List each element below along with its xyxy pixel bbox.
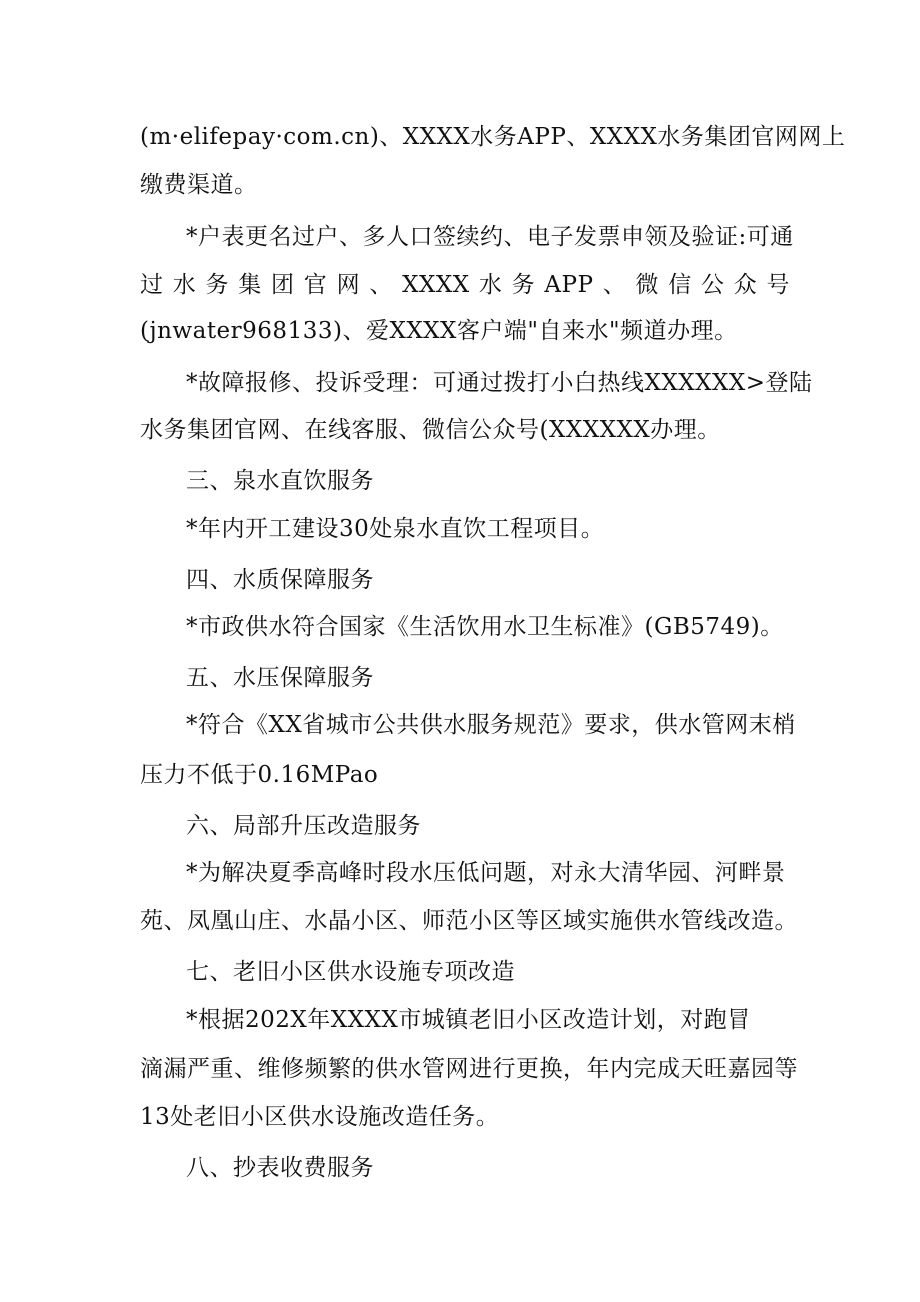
paragraph-line: *为解决夏季高峰时段水压低问题，对永大清华园、河畔景 [186, 860, 786, 886]
paragraph-line: 过水务集团官网、XXXX水务APP、微信公众号 [140, 272, 790, 298]
section-heading: 五、水压保障服务 [186, 665, 374, 691]
section-heading: 四、水质保障服务 [186, 567, 374, 593]
paragraph-line: *市政供水符合国家《生活饮用水卫生标准》(GB5749)。 [186, 614, 784, 640]
paragraph-line: *根据202X年XXXX市城镇老旧小区改造计划，对跑冒 [186, 1007, 751, 1033]
section-heading: 六、局部升压改造服务 [186, 813, 421, 839]
section-heading: 三、泉水直饮服务 [186, 468, 374, 494]
section-heading: 八、抄表收费服务 [186, 1155, 374, 1181]
paragraph-line: (m·elifepay·com.cn)、XXXX水务APP、XXXX水务集团官网网上 [140, 124, 846, 150]
paragraph-line: 苑、凤凰山庄、水晶小区、师范小区等区域实施供水管线改造。 [140, 908, 798, 934]
paragraph-line: *年内开工建设30处泉水直饮工程项目。 [186, 516, 605, 542]
paragraph-line: (jnwater968133)、爱XXXX客户端"自来水"频道办理。 [140, 318, 738, 344]
paragraph-line: 滴漏严重、维修频繁的供水管网进行更换，年内完成天旺嘉园等 [140, 1056, 798, 1082]
paragraph-line: 13处老旧小区供水设施改造任务。 [140, 1104, 500, 1130]
paragraph-line: 缴费渠道。 [140, 172, 258, 198]
paragraph-line: *符合《XX省城市公共供水服务规范》要求，供水管网末梢 [186, 712, 796, 738]
section-heading: 七、老旧小区供水设施专项改造 [186, 959, 515, 985]
paragraph-line: *户表更名过户、多人口签续约、电子发票申领及验证:可通 [186, 224, 794, 250]
paragraph-line: 水务集团官网、在线客服、微信公众号(XXXXXX办理。 [140, 417, 721, 443]
paragraph-line: *故障报修、投诉受理：可通过拨打小白热线XXXXXX>登陆 [186, 370, 813, 396]
paragraph-line: 压力不低于0.16MPao [140, 762, 379, 788]
